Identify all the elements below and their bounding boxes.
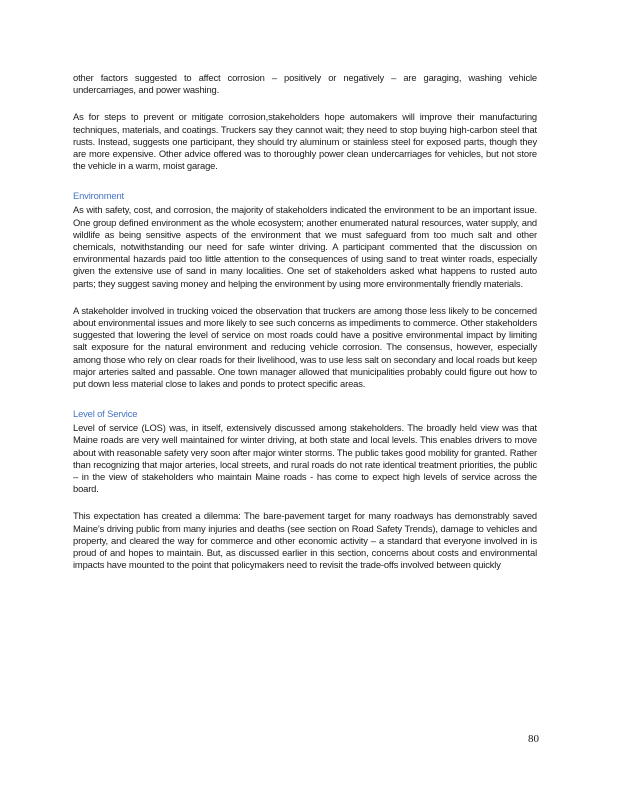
paragraph-environment-1: As with safety, cost, and corrosion, the majority of stakeholders indicated the environment to be an important issue. One group defined environment as the whole ecosystem; another enumerated natural resources, water supply, and wildlife as being sensitive aspects of the environment that we must safeguard from too much salt and other chemicals, notwithstanding our need for safe winter driving. A participant commented that the discussion on environmental hazards paid too little attention to the consequences of using sand to treat winter roads, especially given the extensive use of sand in many localities. One set of stakeholders asked what happens to rusted auto parts; they suggest saving money and helping the environment by using more environmentally friendly materials. <box>73 204 537 289</box>
section-heading-environment: Environment <box>73 190 124 202</box>
page-body <box>73 72 537 587</box>
section-heading-level-of-service: Level of Service <box>73 408 138 420</box>
paragraph-level-of-service-2: This expectation has created a dilemma: The bare-pavement target for many roadways has demonstrably saved Maine’s driving public from many injuries and deaths (see section on Road Safety Trends), damage to vehicles and property, and cleared the way for commerce and other economic activity – a standard that everyone involved in is proud of and hopes to maintain. But, as discussed earlier in this section, concerns about costs and environmental impacts have mounted to the point that policymakers need to revisit the trade-offs involved between quickly <box>73 510 537 571</box>
page-number: 80 <box>528 733 539 745</box>
paragraph-level-of-service-1: Level of service (LOS) was, in itself, extensively discussed among stakeholders. The broadly held view was that Maine roads are very well maintained for winter driving, at both state and local levels. This enables drivers to move about with reasonable safety very soon after major winter storms. The public takes good mobility for granted. Rather than recognizing that major arteries, local streets, and rural roads do not rate identical treatment priorities, the public – in the view of stakeholders who maintain Maine roads - has come to expect high levels of service across the board. <box>73 422 537 495</box>
paragraph-environment-2: A stakeholder involved in trucking voiced the observation that truckers are among those less likely to be concerned about environmental issues and more likely to see such concerns as impediments to commerce. Other stakeholders suggested that lowering the level of service on most roads could have a positive environmental impact by limiting salt exposure for the natural environment and reducing vehicle corrosion. The consensus, however, especially among those who rely on clear roads for their livelihood, was to use less salt on secondary and local roads but keep major arteries salted and passable. One town manager allowed that municipalities probably could figure out how to put down less material close to lakes and ponds to protect specific areas. <box>73 304 537 390</box>
paragraph-corrosion-factors: other factors suggested to affect corrosion – positively or negatively – are garaging, washing vehicle undercarriages, and power washing. <box>73 72 537 96</box>
paragraph-corrosion-steps: As for steps to prevent or mitigate corrosion,stakeholders hope automakers will improve their manufacturing techniques, materials, and coatings. Truckers say they cannot wait; they need to stop buying high-carbon steel that rusts. Instead, suggests one participant, they should try aluminum or stainless steel for exposed parts, though they are more expensive. Other advice offered was to thoroughly power clean undercarriages for vehicles, but not store the vehicle in a warm, moist garage. <box>73 111 537 172</box>
